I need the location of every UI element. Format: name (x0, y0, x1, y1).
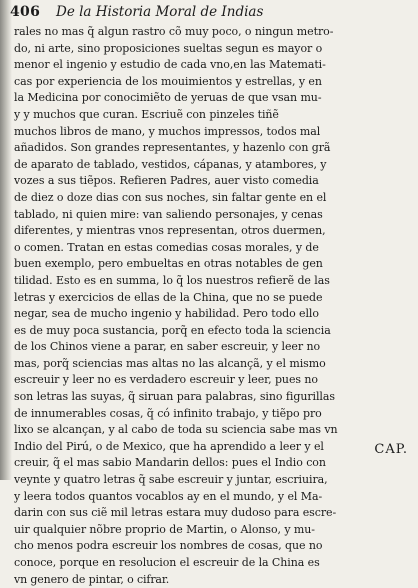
text-line: buen exemplo, pero embueltas en otras notables de gen (14, 257, 323, 271)
text-line: tilidad. Esto es en summa, lo q̃ los nuestros refierẽ de las (14, 273, 330, 287)
text-line: y leera todos quantos vocablos ay en el mundo, y el Ma- (14, 489, 323, 503)
body-text (14, 24, 410, 588)
text-line: veynte y quatro letras q̃ sabe escreuir y juntar, escriuira, (14, 473, 328, 487)
text-line: letras y exercicios de ellas de la China, que no se puede (14, 290, 323, 304)
text-line: rales no mas q̃ algun rastro cõ muy poco, o ningun metro- (14, 25, 334, 38)
text-line: escreuir y leer no es verdadero escreuir y leer, pues no (14, 373, 318, 387)
page-number: 406 (10, 4, 41, 20)
text-line: cho menos podra escreuir los nombres de cosas, que no (14, 539, 323, 553)
text-line: conoce, porque en resolucion el escreuir de la China es (14, 556, 320, 569)
text-line: negar, sea de mucho ingenio y habilidad. Pero todo ello (14, 307, 319, 321)
text-line: es de muy poca sustancia, porq̃ en efecto toda la sciencia (14, 323, 331, 337)
text-line: añadidos. Son grandes representantes, y hazenlo con grã (14, 141, 331, 155)
text-line: la Medicina por conocimiẽto de yeruas de que vsan mu- (14, 91, 322, 105)
text-line: tablado, ni quien mire: van saliendo personajes, y cenas (14, 207, 323, 221)
text-line: menor el ingenio y estudio de cada vno,en las Matemati- (14, 58, 326, 72)
text-line: muchos libros de mano, y muchos impressos, todos mal (14, 124, 321, 138)
text-line: lixo se alcançan, y al cabo de toda su sciencia sabe mas vn (14, 423, 338, 437)
catchword: CAP. (374, 442, 408, 457)
text-line: darin con sus ciẽ mil letras estara muy dudoso para escre- (14, 506, 337, 520)
text-line: de los Chinos viene a parar, en saber escreuir, y leer no (14, 340, 321, 354)
page-header (10, 4, 410, 24)
text-line: mas, porq̃ sciencias mas altas no las alcançã, y el mismo (14, 356, 326, 370)
text-line: de diez o doze dias con sus noches, sin faltar gente en el (14, 190, 327, 204)
text-line: uir qualquier nõbre proprio de Martin, o Alonso, y mu- (14, 522, 315, 536)
text-line: cas por experiencia de los mouimientos y estrellas, y en (14, 74, 322, 88)
text-line: do, ni arte, sino proposiciones sueltas segun es mayor o (14, 41, 323, 55)
text-line: son letras las suyas, q̃ siruan para palabras, sino figurillas (14, 390, 335, 404)
running-head: De la Historia Moral de Indias (56, 4, 264, 20)
text-line: vn genero de pintar, o cifrar. (14, 572, 170, 586)
text-line: de innumerables cosas, q̃ có infinito trabajo, y tiẽpo pro (14, 406, 322, 420)
text-line: diferentes, y mientras vnos representan, otros duermen, (14, 224, 326, 238)
text-line: Indio del Pirú, o de Mexico, que ha aprendido a leer y el (14, 439, 324, 453)
text-line: de aparato de tablado, vestidos, cápanas, y atambores, y (14, 157, 327, 171)
text-line: vozes a sus tiẽpos. Refieren Padres, auer visto comedia (14, 174, 319, 188)
text-line: creuir, q̃ el mas sabio Mandarin dellos: pues el Indio con (14, 456, 326, 470)
text-line: o comen. Tratan en estas comedias cosas morales, y de (14, 240, 319, 254)
book-spine-shadow (0, 0, 12, 480)
text-line: y y muchos que curan. Escriuẽ con pinzeles tiñẽ (14, 107, 279, 121)
